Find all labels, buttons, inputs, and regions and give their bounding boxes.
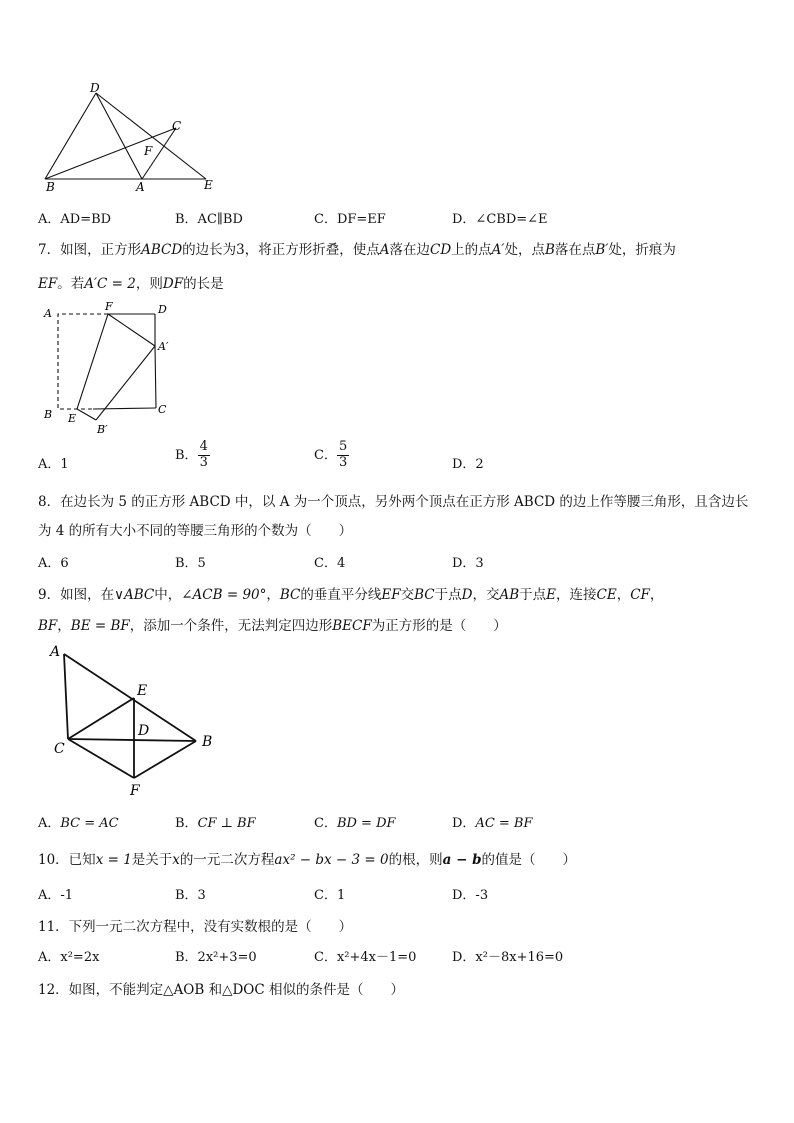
q8-option-d[interactable]: D．3	[452, 556, 484, 571]
q7-option-b-denominator: 3	[199, 454, 208, 470]
q9-math: E	[546, 587, 556, 603]
fig7-label-c: C	[158, 403, 167, 416]
q10-math: x = 1	[95, 852, 132, 868]
q6-option-a[interactable]: A．AD=BD	[38, 212, 112, 227]
q9-stem-line2	[38, 614, 507, 634]
q11-option-a[interactable]: A．x²=2x	[38, 950, 100, 965]
q7-text: 处，折痕为	[608, 242, 676, 258]
q9-option-a[interactable]	[38, 812, 119, 831]
q9-math: BC	[414, 587, 435, 603]
figure-q6	[36, 78, 226, 196]
q9-option-b-prefix: B．	[175, 816, 198, 831]
q7-option-c-prefix: C．	[314, 447, 337, 463]
q9-math: CF	[630, 587, 650, 603]
q10-math: x	[172, 852, 180, 868]
fig6-line-da	[96, 93, 142, 179]
q7-math: ABCD	[141, 242, 183, 258]
fig6-label-a: A	[136, 180, 145, 194]
fig6-label-f: F	[144, 144, 153, 158]
q9-number: 9．	[38, 587, 61, 603]
fig6-label-b: B	[46, 180, 55, 194]
q9-option-b-math: CF ⊥ BF	[197, 816, 256, 831]
q7-text: 落在点	[554, 242, 596, 258]
q9-math: D	[461, 587, 473, 603]
q9-option-c-prefix: C．	[314, 816, 337, 831]
fig6-label-e: E	[204, 178, 213, 192]
q10-option-c[interactable]: C．1	[314, 888, 346, 903]
q9-option-a-prefix: A．	[38, 816, 61, 831]
q7-option-b-prefix: B．	[175, 447, 198, 463]
q10-option-b[interactable]: B．3	[175, 888, 206, 903]
q9-text: 中，	[154, 587, 182, 603]
q9-text: 为正方形的是（ ）	[371, 618, 507, 634]
q10-option-a[interactable]: A．-1	[38, 888, 74, 903]
fig6-label-d: D	[90, 81, 100, 95]
q6-option-b[interactable]: B．AC∥BD	[175, 212, 243, 227]
q7-text: 上的点	[451, 242, 492, 258]
q7-math: A	[379, 242, 390, 258]
q10-text: 的值是（ ）	[481, 852, 577, 868]
q9-math: BF	[38, 618, 58, 634]
fig7-label-f: F	[105, 300, 113, 313]
fig7-label-d: D	[158, 303, 167, 316]
q7-stem-line2	[38, 272, 224, 292]
q7-math: A′C = 2	[84, 276, 136, 292]
fig7-line-fe	[77, 314, 108, 409]
q7-math: EF	[38, 276, 58, 292]
figure-q9	[46, 640, 226, 800]
fig9-line-cf	[68, 739, 134, 778]
q12-stem: 12．如图，不能判定△AOB 和△DOC 相似的条件是（ ）	[38, 982, 404, 998]
q10-text: 的根，则	[388, 852, 443, 868]
q9-math: BE = BF	[70, 618, 130, 634]
q10-text: 是关于	[131, 852, 173, 868]
q9-text: ，	[266, 587, 280, 603]
fig7-label-e: E	[68, 412, 77, 425]
q9-text: 于点	[434, 587, 462, 603]
fig6-line-bd	[45, 93, 96, 179]
q11-stem: 11．下列一元二次方程中，没有实数根的是（ ）	[38, 919, 353, 935]
figure-q7	[38, 298, 178, 438]
q9-math: BC	[279, 587, 301, 603]
q9-math: ∠ACB = 90°	[181, 587, 267, 603]
q7-option-c[interactable]	[314, 440, 349, 471]
q7-option-c-fraction	[337, 440, 349, 471]
q9-text: ，	[649, 587, 664, 603]
q9-text: 于点	[519, 587, 547, 603]
q9-text: 交	[400, 587, 415, 603]
q9-text: ，交	[472, 587, 500, 603]
q7-option-c-denominator: 3	[338, 454, 348, 470]
q9-text: ，	[616, 587, 631, 603]
fig9-label-d: D	[138, 723, 150, 739]
fig7-label-a: A	[44, 307, 52, 320]
q7-math: A′	[491, 242, 505, 258]
q8-option-a[interactable]: A．6	[38, 556, 69, 571]
q6-option-d[interactable]: D．∠CBD=∠E	[452, 212, 548, 227]
q7-option-a[interactable]: A．1	[38, 457, 69, 472]
q7-text: ，则	[135, 276, 163, 292]
q10-text: 10．已知	[38, 852, 96, 868]
q7-text: 的长是	[183, 276, 224, 292]
q9-option-c[interactable]	[314, 812, 396, 831]
q8-option-b[interactable]: B．5	[175, 556, 206, 571]
q9-text: 如图，在	[60, 587, 115, 603]
fig7-dashed-original	[58, 314, 108, 409]
q7-option-c-numerator: 5	[338, 439, 348, 454]
q9-text: ，添加一个条件，无法判定四边形	[129, 618, 333, 634]
q9-option-c-math: BD = DF	[336, 816, 396, 831]
q9-math: ∨ABC	[114, 587, 155, 603]
fig9-label-f: F	[130, 783, 140, 799]
q9-text: ，	[57, 618, 71, 634]
q7-math: B	[545, 242, 555, 258]
fig9-line-fb	[134, 741, 196, 778]
q9-option-d-prefix: D．	[452, 816, 476, 831]
q7-text: 落在边	[389, 242, 431, 258]
q9-text: ，连接	[556, 587, 597, 603]
q7-math: DF	[162, 276, 184, 292]
q9-option-b[interactable]	[175, 812, 256, 831]
q7-math: CD	[430, 242, 452, 258]
q10-math: ax² − bx − 3 = 0	[274, 852, 389, 868]
q9-math: AB	[499, 587, 520, 603]
q7-text: 处，点	[504, 242, 545, 258]
fig7-line-eb1	[77, 409, 96, 420]
fig9-label-b: B	[202, 734, 213, 750]
q9-option-a-math: BC = AC	[60, 816, 119, 831]
q7-option-b-numerator: 4	[199, 439, 208, 454]
q6-option-c[interactable]: C．DF=EF	[314, 212, 386, 227]
q7-text: 。若	[57, 276, 85, 292]
q11-option-d[interactable]: D．x²－8x+16=0	[452, 950, 564, 965]
fig7-line-ec	[93, 408, 156, 409]
fig7-label-b: B	[44, 408, 53, 421]
q7-option-b[interactable]	[175, 440, 210, 471]
q7-option-d[interactable]: D．2	[452, 457, 484, 472]
fig9-label-a: A	[50, 644, 61, 660]
q9-math: CE	[596, 587, 617, 603]
q8-stem-line1: 8．在边长为 5 的正方形 ABCD 中，以 A 为一个顶点，另外两个顶点在正方形 ABCD 的边上作等腰三角形，且含边长	[38, 494, 749, 510]
fig6-line-bc	[45, 128, 176, 179]
fig7-label-a1: A′	[158, 340, 169, 353]
q10-option-d[interactable]: D．-3	[452, 888, 489, 903]
q7-text: 的边长为3，将正方形折叠，使点	[182, 242, 380, 258]
q10-math: a − b	[442, 852, 482, 868]
q7-math: B′	[595, 242, 609, 258]
q9-option-d[interactable]	[452, 812, 533, 831]
fig6-label-c: C	[172, 119, 182, 133]
q9-option-d-math: AC = BF	[475, 816, 533, 831]
fig7-label-b1: B′	[97, 423, 108, 436]
q9-text: 的垂直平分线	[300, 587, 382, 603]
q11-option-b[interactable]: B．2x²+3=0	[175, 950, 257, 965]
fig7-line-a1c	[155, 346, 156, 408]
fig9-line-ac	[64, 654, 68, 739]
q9-stem-line1	[38, 583, 663, 603]
fig9-label-c: C	[54, 741, 65, 757]
fig9-line-ab	[64, 654, 196, 741]
q7-number: 7．	[38, 242, 61, 258]
fig9-line-ce	[68, 698, 134, 739]
q10-stem	[38, 848, 576, 868]
q8-stem-line2: 为 4 的所有大小不同的等腰三角形的个数为（ ）	[38, 523, 353, 539]
q8-option-c[interactable]: C．4	[314, 556, 346, 571]
q9-math: EF	[381, 587, 401, 603]
fig9-line-cb	[68, 739, 196, 741]
q10-text: 的一元二次方程	[179, 852, 275, 868]
q7-option-b-fraction	[198, 440, 210, 471]
q7-text: 如图，正方形	[60, 242, 142, 258]
fig7-line-fa1	[108, 314, 155, 346]
fig9-label-e: E	[137, 683, 148, 699]
q7-stem-line1	[38, 238, 676, 258]
q9-math: BECF	[332, 618, 372, 634]
q11-option-c[interactable]: C．x²+4x－1=0	[314, 950, 417, 965]
